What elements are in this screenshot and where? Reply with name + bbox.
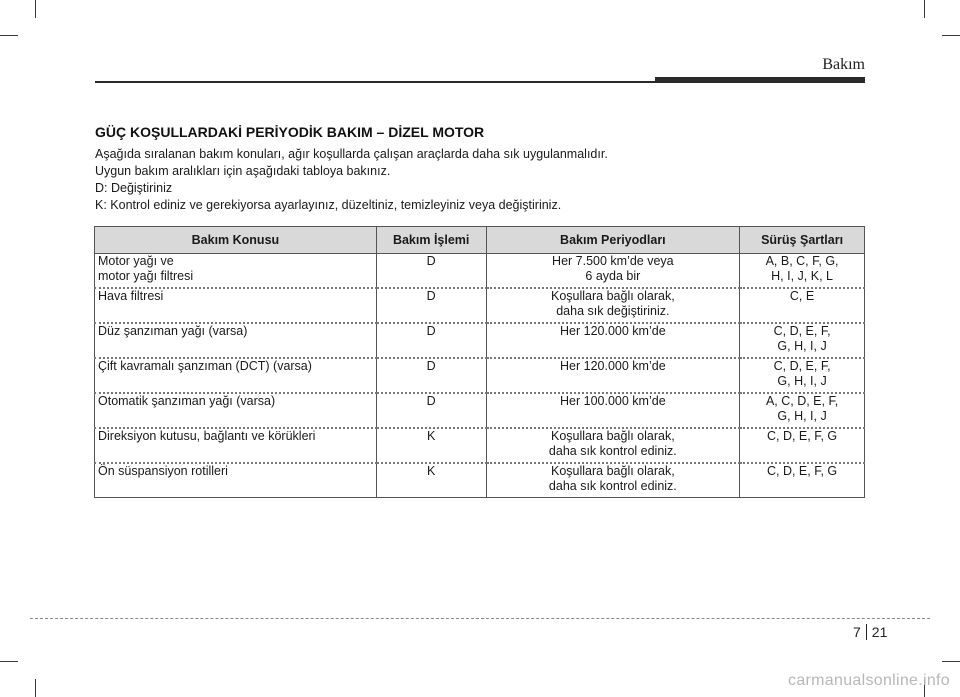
- column-header-period: Bakım Periyodları: [486, 227, 740, 254]
- cell-text-line: G, H, I, J: [777, 409, 827, 423]
- cell-item: [95, 323, 377, 358]
- cell-conditions: [740, 358, 865, 393]
- cell-period: [486, 288, 740, 323]
- maintenance-table: [94, 226, 865, 498]
- cell-conditions: [740, 463, 865, 498]
- watermark: carmanualsonline.info: [788, 672, 950, 689]
- cell-text-line: Her 7.500 km’de veya: [552, 254, 674, 268]
- table-row: [95, 463, 865, 498]
- cell-period: [486, 463, 740, 498]
- table-row: [95, 288, 865, 323]
- cell-item: [95, 463, 377, 498]
- cell-text-line: C, D, E, F, G: [766, 429, 838, 443]
- cell-text-line: Çift kavramalı şanzıman (DCT) (varsa): [98, 359, 312, 373]
- cell-text-line: C, D, E, F,: [773, 359, 831, 373]
- cell-text-line: Hava filtresi: [98, 289, 164, 303]
- page-heading: GÜÇ KOŞULLARDAKİ PERİYODİK BAKIM – DİZEL MOTOR: [95, 124, 485, 140]
- cell-period: [486, 358, 740, 393]
- cell-text-line: Koşullara bağlı olarak,: [551, 429, 675, 443]
- cell-text-line: Düz şanzıman yağı (varsa): [98, 324, 248, 338]
- cell-period: [486, 323, 740, 358]
- cell-conditions: [740, 288, 865, 323]
- table-row: [95, 393, 865, 428]
- crop-mark: [0, 35, 18, 36]
- section-title: Bakım: [822, 56, 865, 73]
- intro-line: Aşağıda sıralanan bakım konuları, ağır koşullarda çalışan araçlarda daha sık uygulanmalıdır.: [95, 147, 608, 161]
- intro-line: D: Değiştiriniz: [95, 181, 173, 195]
- cell-text-line: A, C, D, E, F,: [765, 394, 839, 408]
- table-row: [95, 428, 865, 463]
- intro-text: [95, 146, 865, 214]
- cell-text-line: C, D, E, F,: [773, 324, 831, 338]
- cell-text-line: Her 100.000 km’de: [560, 394, 666, 408]
- cell-action: D: [376, 323, 486, 358]
- cell-item: [95, 428, 377, 463]
- cell-text-line: G, H, I, J: [777, 339, 827, 353]
- column-header-item: Bakım Konusu: [95, 227, 377, 254]
- cell-text-line: G, H, I, J: [777, 374, 827, 388]
- cell-text-line: Her 120.000 km’de: [560, 359, 666, 373]
- table-row: [95, 323, 865, 358]
- page-number: [853, 624, 887, 640]
- cell-text-line: H, I, J, K, L: [771, 269, 833, 283]
- cell-action: K: [376, 428, 486, 463]
- table-row: [95, 254, 865, 289]
- cell-action: D: [376, 358, 486, 393]
- footer-rule: [30, 618, 930, 619]
- table-body: [95, 254, 865, 498]
- chapter-number: 7: [853, 624, 861, 640]
- cell-text-line: daha sık kontrol ediniz.: [548, 479, 677, 493]
- cell-text-line: C, E: [789, 289, 815, 303]
- cell-text-line: Koşullara bağlı olarak,: [551, 464, 675, 478]
- cell-text-line: 6 ayda bir: [585, 269, 641, 283]
- cell-action: D: [376, 393, 486, 428]
- cell-period: [486, 393, 740, 428]
- cell-text-line: daha sık değiştiriniz.: [556, 304, 670, 318]
- crop-mark: [35, 0, 36, 18]
- crop-mark: [942, 35, 960, 36]
- cell-conditions: [740, 323, 865, 358]
- cell-conditions: [740, 393, 865, 428]
- cell-period: [486, 254, 740, 289]
- cell-conditions: [740, 254, 865, 289]
- cell-text-line: Direksiyon kutusu, bağlantı ve körükleri: [98, 429, 316, 443]
- cell-conditions: [740, 428, 865, 463]
- cell-text-line: A, B, C, F, G,: [765, 254, 839, 268]
- cell-text-line: Her 120.000 km’de: [560, 324, 666, 338]
- crop-mark: [942, 661, 960, 662]
- table-row: [95, 358, 865, 393]
- cell-text-line: C, D, E, F, G: [766, 464, 838, 478]
- cell-period: [486, 428, 740, 463]
- cell-item: [95, 288, 377, 323]
- cell-text-line: Ön süspansiyon rotilleri: [98, 464, 228, 478]
- page-number-value: 21: [871, 624, 888, 640]
- cell-action: D: [376, 288, 486, 323]
- crop-mark: [35, 679, 36, 697]
- cell-item: [95, 393, 377, 428]
- cell-item: [95, 358, 377, 393]
- intro-line: Uygun bakım aralıkları için aşağıdaki tabloya bakınız.: [95, 164, 391, 178]
- column-header-action: Bakım İşlemi: [376, 227, 486, 254]
- cell-text-line: Motor yağı ve: [98, 254, 174, 268]
- cell-text-line: Otomatik şanzıman yağı (varsa): [98, 394, 276, 408]
- crop-mark: [924, 0, 925, 18]
- cell-text-line: daha sık kontrol ediniz.: [548, 444, 677, 458]
- cell-text-line: motor yağı filtresi: [98, 269, 194, 283]
- column-header-conditions: Sürüş Şartları: [740, 227, 865, 254]
- header-rule-accent: [655, 77, 865, 83]
- cell-action: D: [376, 254, 486, 289]
- page-number-separator: [866, 624, 867, 640]
- cell-item: [95, 254, 377, 289]
- cell-action: K: [376, 463, 486, 498]
- intro-line: K: Kontrol ediniz ve gerekiyorsa ayarlayınız, düzeltiniz, temizleyiniz veya değiştiriniz.: [95, 198, 562, 212]
- crop-mark: [0, 661, 18, 662]
- table-header-row: [95, 227, 865, 254]
- cell-text-line: Koşullara bağlı olarak,: [551, 289, 675, 303]
